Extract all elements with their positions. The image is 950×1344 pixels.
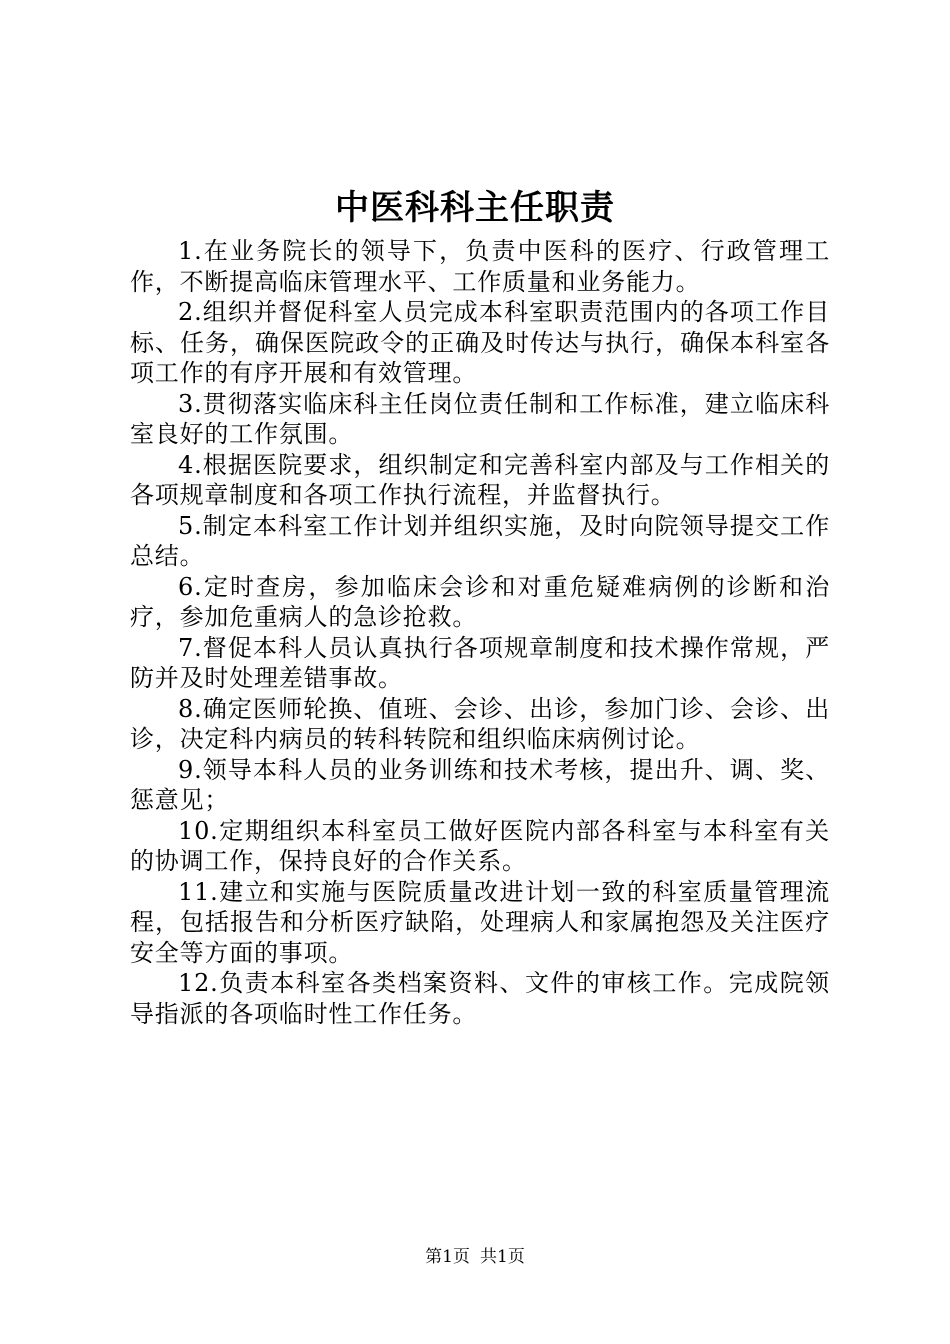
duty-item-8: 8.确定医师轮换、值班、会诊、出诊，参加门诊、会诊、出诊，决定科内病员的转科转院和组织临床病例讨论。: [130, 694, 830, 753]
duty-item-7: 7.督促本科人员认真执行各项规章制度和技术操作常规，严防并及时处理差错事故。: [130, 633, 830, 692]
duty-item-4: 4.根据医院要求，组织制定和完善科室内部及与工作相关的各项规章制度和各项工作执行流程，并监督执行。: [130, 450, 830, 509]
duty-item-1: 1.在业务院长的领导下，负责中医科的医疗、行政管理工作，不断提高临床管理水平、工作质量和业务能力。: [130, 237, 830, 296]
page-total: 共1页: [480, 1247, 525, 1267]
duty-item-3: 3.贯彻落实临床科主任岗位责任制和工作标准，建立临床科室良好的工作氛围。: [130, 389, 830, 448]
duty-item-11: 11.建立和实施与医院质量改进计划一致的科室质量管理流程，包括报告和分析医疗缺陷，处理病人和家属抱怨及关注医疗安全等方面的事项。: [130, 877, 830, 967]
duty-item-6: 6.定时查房，参加临床会诊和对重危疑难病例的诊断和治疗，参加危重病人的急诊抢救。: [130, 572, 830, 631]
document-body: [130, 236, 830, 1029]
duty-item-5: 5.制定本科室工作计划并组织实施，及时向院领导提交工作总结。: [130, 511, 830, 570]
document-title: 中医科科主任职责: [335, 188, 615, 228]
duty-item-10: 10.定期组织本科室员工做好医院内部各科室与本科室有关的协调工作，保持良好的合作关系。: [130, 816, 830, 875]
duty-item-9: 9.领导本科人员的业务训练和技术考核，提出升、调、奖、惩意见；: [130, 755, 830, 814]
page-footer: [0, 1245, 950, 1269]
duty-item-2: 2.组织并督促科室人员完成本科室职责范围内的各项工作目标、任务，确保医院政令的正确及时传达与执行，确保本科室各项工作的有序开展和有效管理。: [130, 298, 830, 387]
page-number: 第1页: [425, 1247, 470, 1267]
duty-item-12: 12.负责本科室各类档案资料、文件的审核工作。完成院领导指派的各项临时性工作任务。: [130, 969, 830, 1028]
